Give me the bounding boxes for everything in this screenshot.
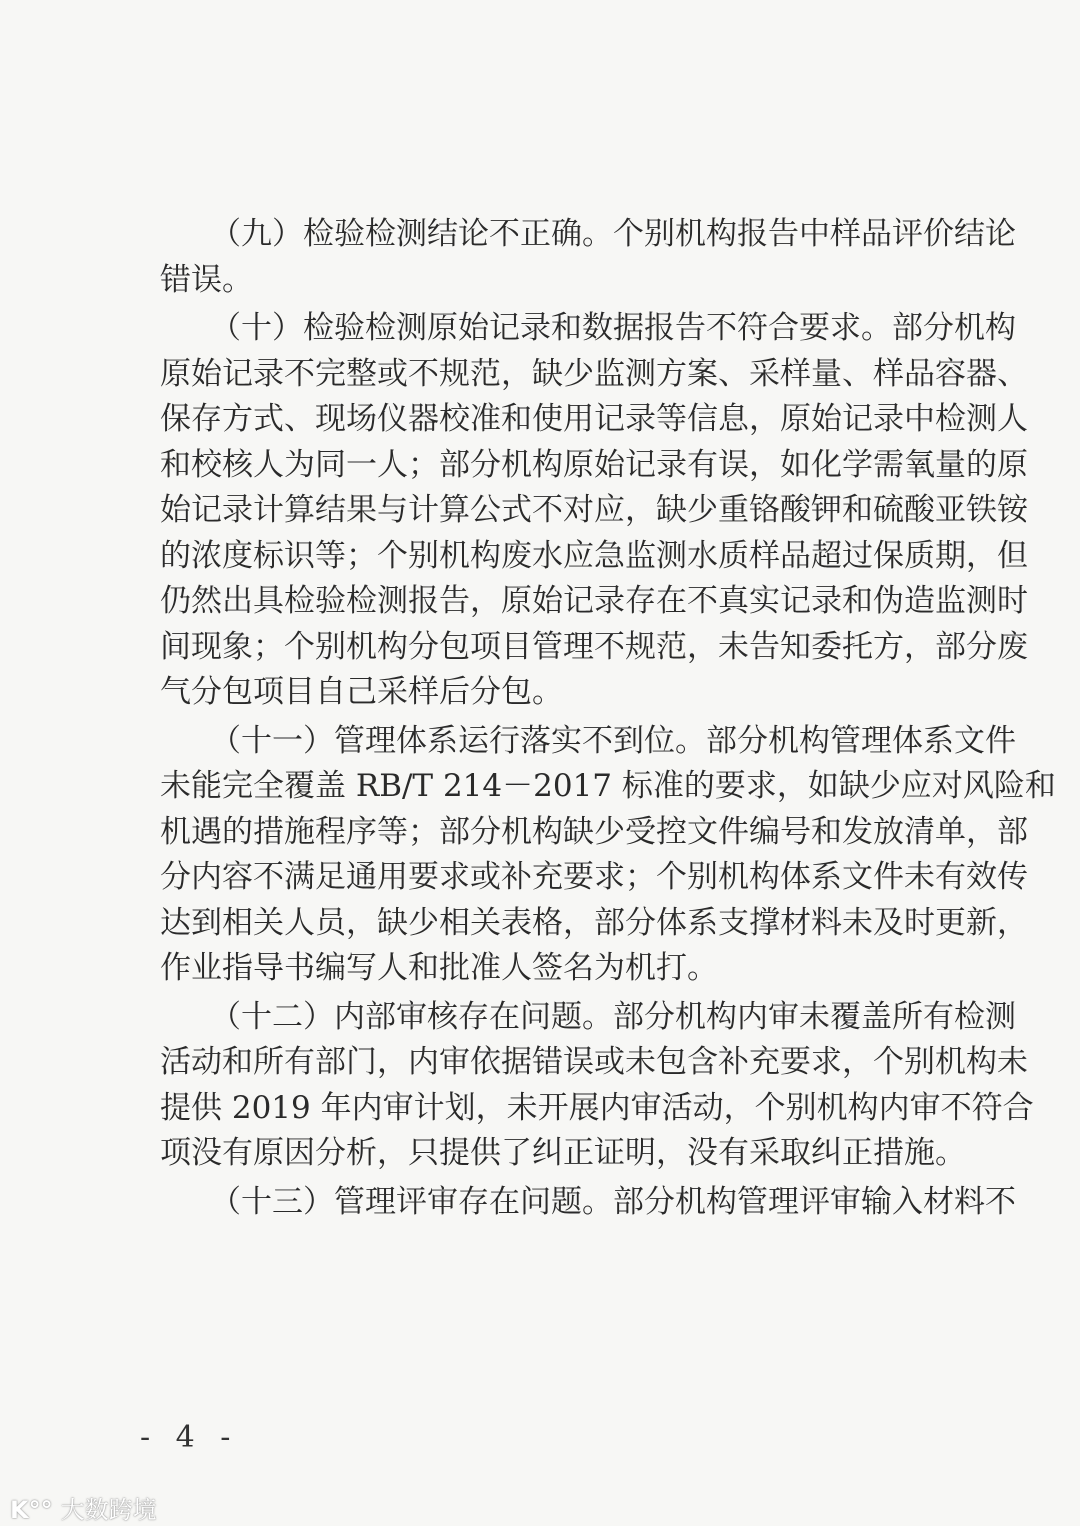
text-line: 间现象；个别机构分包项目管理不规范，未告知委托方，部分废 [160, 628, 1028, 665]
paragraph [160, 1180, 1016, 1226]
text-line: （十三）管理评审存在问题。部分机构管理评审输入材料不 [210, 1183, 1016, 1220]
watermark [10, 1490, 157, 1525]
text-line: 项没有原因分析，只提供了纠正证明，没有采取纠正措施。 [160, 1135, 966, 1171]
text-line: （十二）内部审核存在问题。部分机构内审未覆盖所有检测 [210, 998, 1016, 1035]
paragraph [160, 719, 1056, 992]
text-line: （十一）管理体系运行落实不到位。部分机构管理体系文件 [210, 722, 1016, 759]
text-line: 达到相关人员，缺少相关表格，部分体系支撑材料未及时更新， [160, 904, 1028, 941]
text-line: （九）检验检测结论不正确。个别机构报告中样品评价结论 [210, 216, 1016, 252]
text-line: 提供 2019 年内审计划，未开展内审活动，个别机构内审不符合 [160, 1089, 1034, 1126]
text-line: 的浓度标识等；个别机构废水应急监测水质样品超过保质期，但 [160, 537, 1028, 574]
text-line: 活动和所有部门，内审依据错误或未包含补充要求，个别机构未 [160, 1044, 1028, 1080]
text-line: （十）检验检测原始记录和数据报告不符合要求。部分机构 [210, 310, 1016, 346]
document-body [160, 212, 1056, 1228]
paragraph [160, 212, 1016, 303]
watermark-text: 大数跨境 [60, 1496, 157, 1524]
text-line: 始记录计算结果与计算公式不对应，缺少重铬酸钾和硫酸亚铁铵 [160, 492, 1028, 528]
paragraph [160, 995, 1034, 1177]
paragraph [160, 306, 1028, 716]
text-line: 作业指导书编写人和批准人签名为机打。 [160, 950, 718, 986]
page-number: - 4 - [140, 1420, 239, 1455]
text-line: 原始记录不完整或不规范，缺少监测方案、采样量、样品容器、 [160, 355, 1028, 392]
watermark-logo-icon: K°° [10, 1496, 53, 1524]
text-line: 仍然出具检验检测报告，原始记录存在不真实记录和伪造监测时 [160, 583, 1028, 619]
text-line: 气分包项目自己采样后分包。 [160, 674, 563, 710]
text-line: 保存方式、现场仪器校准和使用记录等信息，原始记录中检测人 [160, 401, 1028, 437]
text-line: 和校核人为同一人；部分机构原始记录有误，如化学需氧量的原 [160, 446, 1028, 483]
text-line: 机遇的措施程序等；部分机构缺少受控文件编号和发放清单，部 [160, 813, 1028, 850]
text-line: 未能完全覆盖 RB/T 214－2017 标准的要求，如缺少应对风险和 [160, 768, 1056, 804]
text-line: 错误。 [160, 261, 253, 298]
text-line: 分内容不满足通用要求或补充要求；个别机构体系文件未有效传 [160, 859, 1028, 895]
